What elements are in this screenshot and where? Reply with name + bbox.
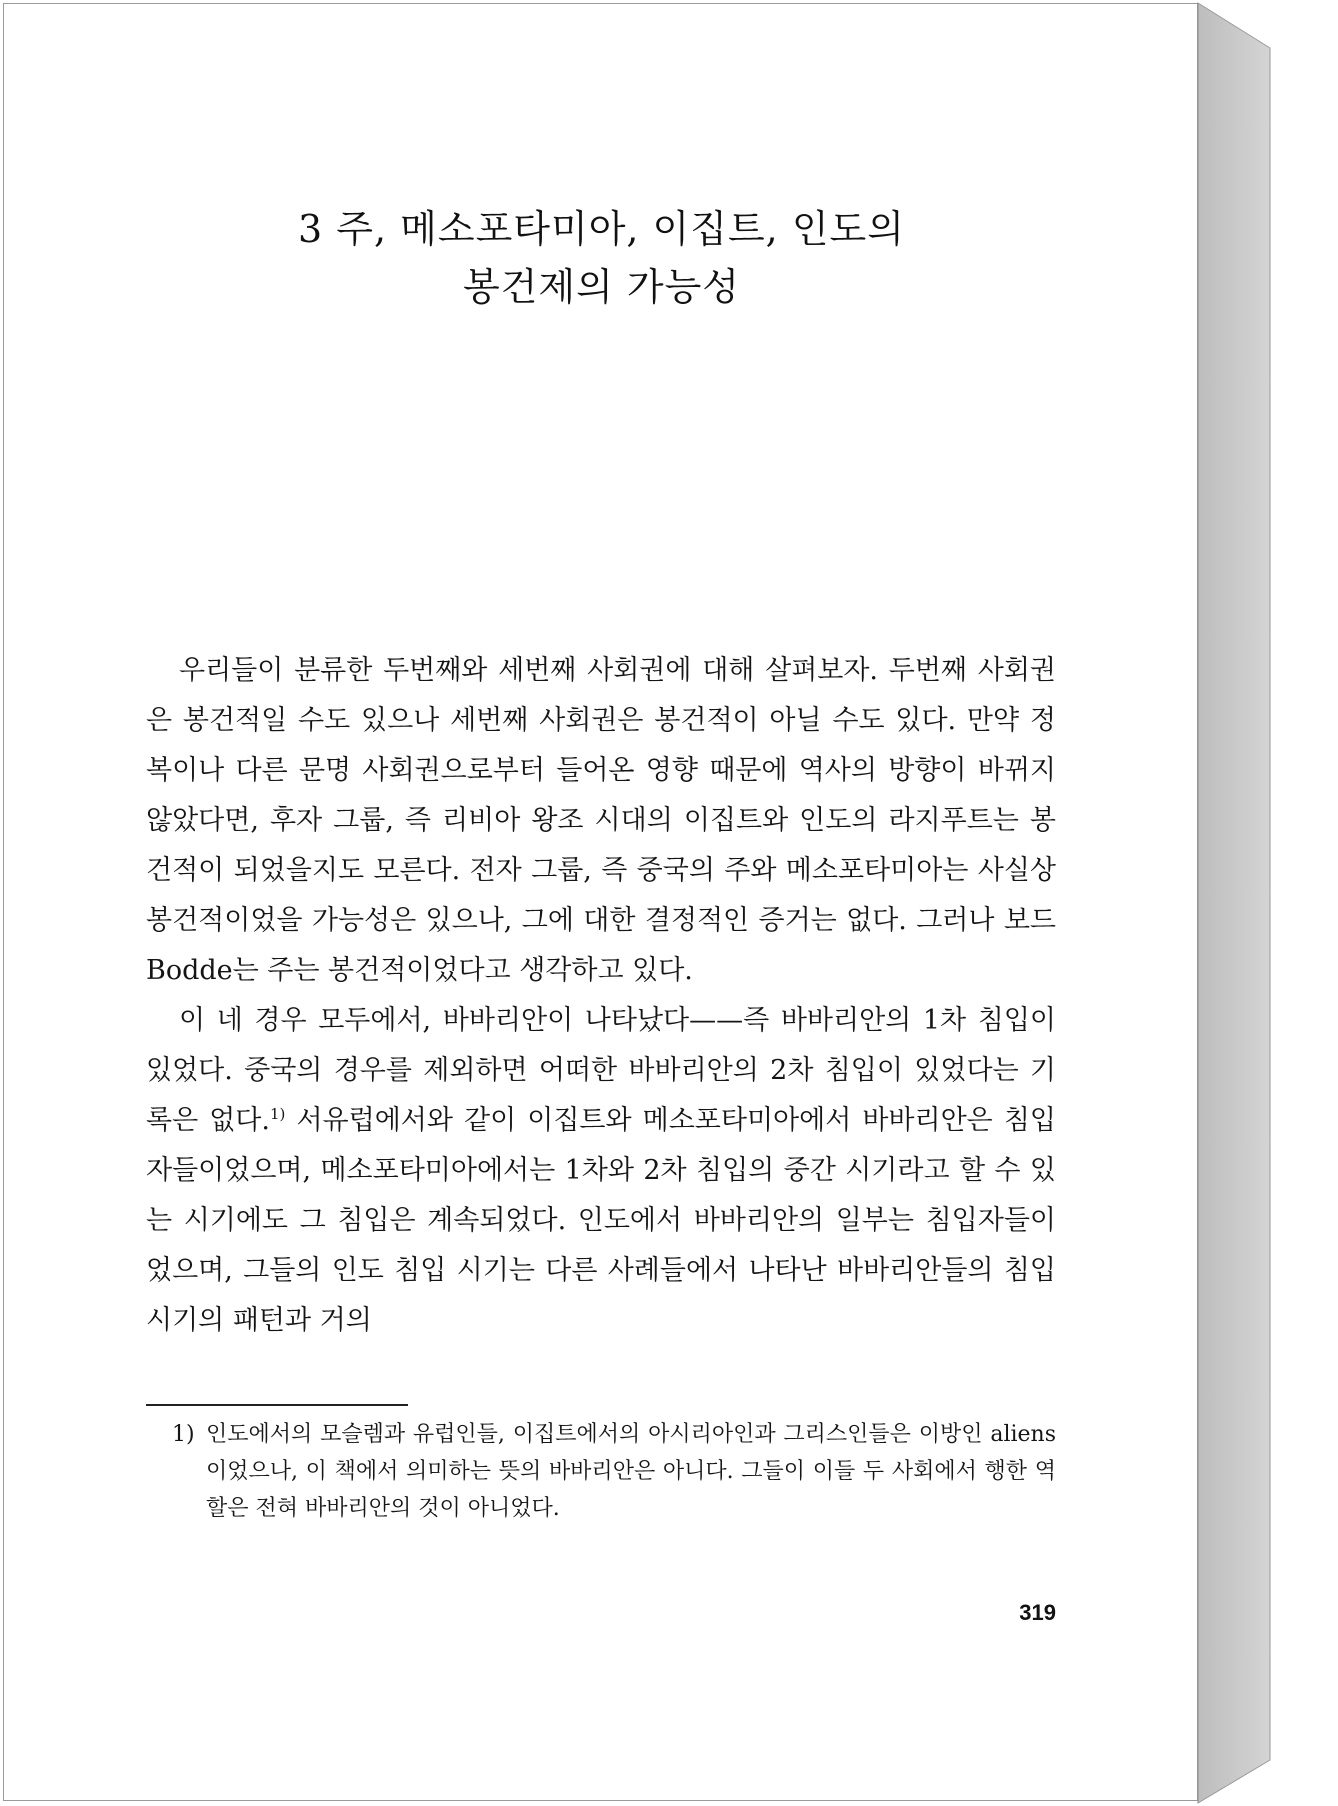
book-page [3,3,1198,1801]
chapter-title [4,200,1199,316]
footnote [172,1416,1056,1527]
footnote-text: 인도에서의 모슬렘과 유럽인들, 이집트에서의 아시리아인과 그리스인들은 이방인 aliens이었으나, 이 책에서 의미하는 뜻의 바바리안은 아니다. 그들이 이들 두 사회에서 행한 역할은 전혀 바바리안의 것이 아니었다. [206,1422,1056,1521]
paragraph-2-part-1: 이 네 경우 모두에서, 바바리안이 나타났다——즉 바바리안의 1차 침입이 있었다. 중국의 경우를 제외하면 어떠한 바바리안의 2차 침입이 있었다는 기록은 없다. [146,1005,1056,1136]
body-text [146,646,1056,1346]
footnote-reference: 1) [269,1105,286,1123]
footnote-divider [146,1404,408,1406]
footnote-label: 1) [172,1422,195,1447]
chapter-title-line-2: 봉건제의 가능성 [462,265,741,309]
chapter-title-line-1: 3 주, 메소포타미아, 이집트, 인도의 [298,207,905,251]
paragraph-2-part-2: 서유럽에서와 같이 이집트와 메소포타미아에서 바바리안은 침입자들이었으며, 메소포타미아에서는 1차와 2차 침입의 중간 시기라고 할 수 있는 시기에도 그 침입은 계속되었다. 인도에서 바바리안의 일부는 침입자들이었으며, 그들의 인도 침입 시기는 다른 사례들에서 나타난 바바리안들의 침입 시기의 패턴과 거의 [146,1105,1056,1336]
paragraph-2 [146,996,1056,1346]
page-number: 319 [1019,1600,1056,1625]
paragraph-1: 우리들이 분류한 두번째와 세번째 사회권에 대해 살펴보자. 두번째 사회권은 봉건적일 수도 있으나 세번째 사회권은 봉건적이 아닐 수도 있다. 만약 정복이나 다른 문명 사회권으로부터 들어온 영향 때문에 역사의 방향이 바뀌지 않았다면, 후자 그룹, 즉 리비아 왕조 시대의 이집트와 인도의 라지푸트는 봉건적이 되었을지도 모른다. 전자 그룹, 즉 중국의 주와 메소포타미아는 사실상 봉건적이었을 가능성은 있으나, 그에 대한 결정적인 증거는 없다. 그러나 보드Bodde는 주는 봉건적이었다고 생각하고 있다. [146,655,1056,986]
